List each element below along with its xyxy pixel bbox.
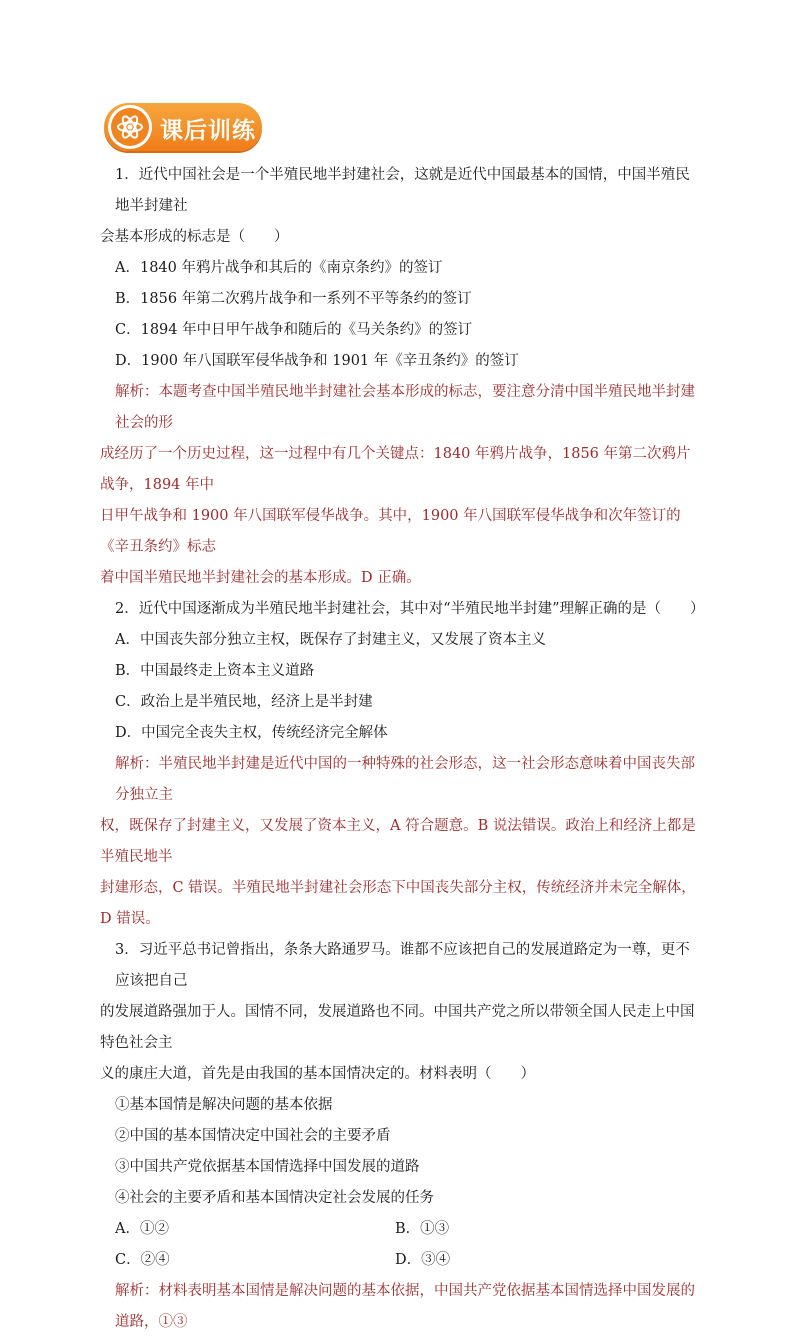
q2-analysis-line2: 权，既保存了封建主义，又发展了资本主义，A 符合题意。B 说法错误。政治上和经济上都是半殖民地半 [100, 818, 696, 865]
q3-item-1: ①基本国情是解决问题的基本依据 [115, 1097, 333, 1113]
q1-analysis-line4: 着中国半殖民地半封建社会的基本形成。D 正确。 [100, 570, 421, 586]
q1-option-c: C．1894 年中日甲午战争和随后的《马关条约》的签订 [115, 322, 473, 338]
q2-stem: 2．近代中国逐渐成为半殖民地半封建社会，其中对“半殖民地半封建”理解正确的是（ ） [115, 601, 705, 617]
section-banner [104, 103, 262, 151]
q1-analysis-line3: 日甲午战争和 1900 年八国联军侵华战争。其中，1900 年八国联军侵华战争和次年签订的《辛丑条约》标志 [100, 508, 681, 555]
q1-stem-line2: 会基本形成的标志是（ ） [100, 229, 289, 245]
banner-icon-circle [108, 105, 152, 149]
q3-choice-b: B．①③ [395, 1221, 450, 1237]
q3-analysis-line1: 解析：材料表明基本国情是解决问题的基本依据，中国共产党依据基本国情选择中国发展的道路，①③ [115, 1283, 695, 1330]
question-content [100, 160, 705, 1338]
q2-option-b: B．中国最终走上资本主义道路 [115, 663, 315, 679]
q3-stem-line2: 的发展道路强加于人。国情不同，发展道路也不同。中国共产党之所以带领全国人民走上中国特色社会主 [100, 1004, 695, 1051]
q1-analysis-line2: 成经历了一个历史过程，这一过程中有几个关键点：1840 年鸦片战争，1856 年第二次鸦片战争，1894 年中 [100, 446, 691, 493]
q3-stem-line3: 义的康庄大道，首先是由我国的基本国情决定的。材料表明（ ） [100, 1066, 535, 1082]
q3-stem-line1: 3．习近平总书记曾指出，条条大路通罗马。谁都不应该把自己的发展道路定为一尊，更不应该把自己 [115, 942, 690, 989]
q3-choice-c: C．②④ [115, 1252, 170, 1268]
q3-item-2: ②中国的基本国情决定中国社会的主要矛盾 [115, 1128, 391, 1144]
q1-analysis-line1: 解析：本题考查中国半殖民地半封建社会基本形成的标志，要注意分清中国半殖民地半封建社会的形 [115, 384, 695, 431]
q2-analysis-line1: 解析：半殖民地半封建是近代中国的一种特殊的社会形态，这一社会形态意味着中国丧失部分独立主 [115, 756, 695, 803]
q2-option-c: C．政治上是半殖民地，经济上是半封建 [115, 694, 373, 710]
q1-option-a: A．1840 年鸦片战争和其后的《南京条约》的签订 [115, 260, 443, 276]
atom-icon [115, 112, 145, 142]
q2-analysis-line3: 封建形态，C 错误。半殖民地半封建社会形态下中国丧失部分主权，传统经济并未完全解体，D 错误。 [100, 880, 696, 927]
q2-option-a: A．中国丧失部分独立主权，既保存了封建主义，又发展了资本主义 [115, 632, 546, 648]
q3-choices-row1 [100, 1214, 700, 1245]
q3-choices-row2 [100, 1245, 700, 1276]
banner-title: 课后训练 [160, 118, 256, 144]
q3-choice-d: D．③④ [395, 1252, 451, 1268]
q1-stem-line1: 1．近代中国社会是一个半殖民地半封建社会，这就是近代中国最基本的国情，中国半殖民地半封建社 [115, 167, 690, 214]
q1-option-d: D．1900 年八国联军侵华战争和 1901 年《辛丑条约》的签订 [115, 353, 519, 369]
q2-option-d: D．中国完全丧失主权，传统经济完全解体 [115, 725, 388, 741]
q3-item-4: ④社会的主要矛盾和基本国情决定社会发展的任务 [115, 1190, 434, 1206]
q3-item-3: ③中国共产党依据基本国情选择中国发展的道路 [115, 1159, 420, 1175]
q3-choice-a: A．①② [115, 1221, 169, 1237]
q1-option-b: B．1856 年第二次鸦片战争和一系列不平等条约的签订 [115, 291, 472, 307]
